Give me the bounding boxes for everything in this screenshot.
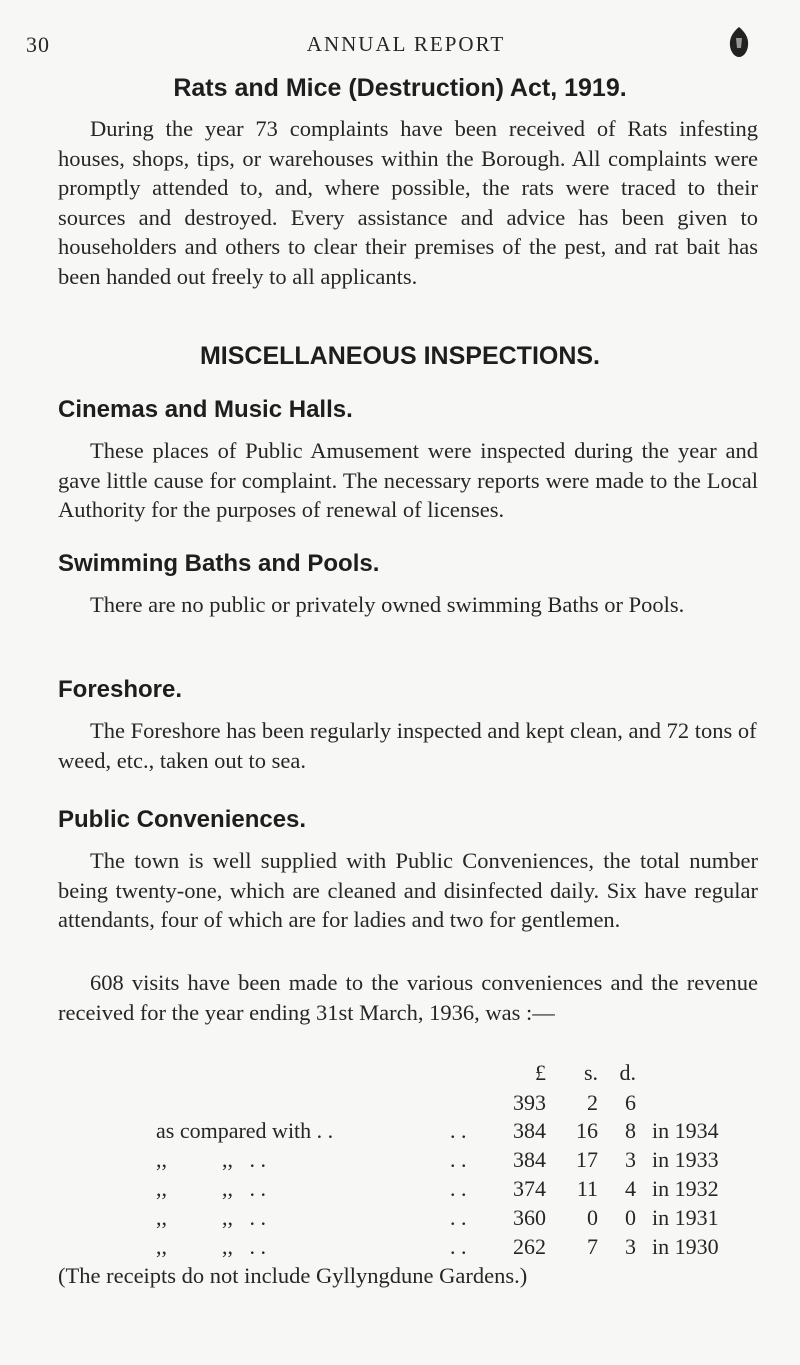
current-pounds: 393 [513,1090,546,1115]
table-row-shillings: 17 [576,1147,598,1172]
table-row-label: as compared with . . [156,1118,334,1143]
swimming-paragraph: There are no public or privately owned swimming Baths or Pools. [90,592,685,617]
receipts-note: (The receipts do not include Gyllyngdune Gardens.) [58,1263,528,1288]
pounds-header: £ [535,1060,546,1085]
conveniences-paragraph-1: The town is well supplied with Public Conveniences, the total number being twenty-one, which are cleaned and disinfected daily. Six have regular attendants, four of which are for ladies and two for gentlemen. [58,848,758,932]
table-row-shillings: 11 [576,1176,598,1201]
table-row-pence: 3 [625,1147,636,1172]
table-row-pounds: 262 [513,1234,546,1259]
misc-inspections-heading: MISCELLANEOUS INSPECTIONS. [199,342,601,370]
table-row-pounds: 384 [513,1147,546,1172]
conveniences-heading: Public Conveniences. [58,806,307,833]
foreshore-paragraph: The Foreshore has been regularly inspected and kept clean, and 72 tons of weed, etc., taken out to sea. [58,718,757,773]
rats-paragraph: During the year 73 complaints have been received of Rats infesting houses, shops, tips, or warehouses within the Borough. All complaints were promptly attended to, and, where possible, the rats were traced to their sources and destroyed. Every assistance and advice has been given to householders and others to clear their premises of the pest, and rat bait has been handed out freely to all applicants. [58,116,758,289]
current-shillings: 2 [587,1090,598,1115]
table-row-shillings: 7 [587,1234,598,1259]
table-row-pence: 4 [625,1176,636,1201]
cinemas-paragraph: These places of Public Amusement were inspected during the year and gave little cause for complaint. The necessary reports were made to the Local Authority for the purposes of renewal of licenses. [58,438,758,522]
cinemas-heading: Cinemas and Music Halls. [58,396,353,423]
table-row-label: ,, ,, . . [156,1176,266,1201]
decorative-mark-icon [728,26,750,58]
table-row-pounds: 374 [513,1176,546,1201]
table-row-pounds: 384 [513,1118,546,1143]
foreshore-heading: Foreshore. [58,676,183,703]
rats-heading: Rats and Mice (Destruction) Act, 1919. [173,74,627,102]
table-row-label: ,, ,, . . [156,1147,266,1172]
running-title: ANNUAL REPORT [306,32,506,56]
table-row-label: ,, ,, . . [156,1205,266,1230]
swimming-heading: Swimming Baths and Pools. [58,550,380,577]
page-header [26,16,786,56]
table-row-pounds: 360 [513,1205,546,1230]
table-row-pence: 8 [625,1118,636,1143]
table-row-year: in 1934 [652,1118,719,1143]
table-row-shillings: 16 [576,1118,598,1143]
table-row-dots: . . [450,1147,467,1172]
table-row-year: in 1933 [652,1147,719,1172]
table-row-pence: 0 [625,1205,636,1230]
table-row-dots: . . [450,1234,467,1259]
table-row-dots: . . [450,1118,467,1143]
current-pence: 6 [625,1090,636,1115]
page-number: 30 [26,32,50,57]
shillings-header: s. [583,1060,598,1085]
table-row-dots: . . [450,1176,467,1201]
table-row-label: ,, ,, . . [156,1234,266,1259]
table-row-pence: 3 [625,1234,636,1259]
conveniences-paragraph-2: 608 visits have been made to the various conveniences and the revenue received for the year ending 31st March, 1936, was :— [58,970,758,1025]
table-row-year: in 1932 [652,1176,719,1201]
pence-header: d. [619,1060,636,1085]
table-row-shillings: 0 [587,1205,598,1230]
table-row-dots: . . [450,1205,467,1230]
table-row-year: in 1930 [652,1234,719,1259]
table-row-year: in 1931 [652,1205,719,1230]
